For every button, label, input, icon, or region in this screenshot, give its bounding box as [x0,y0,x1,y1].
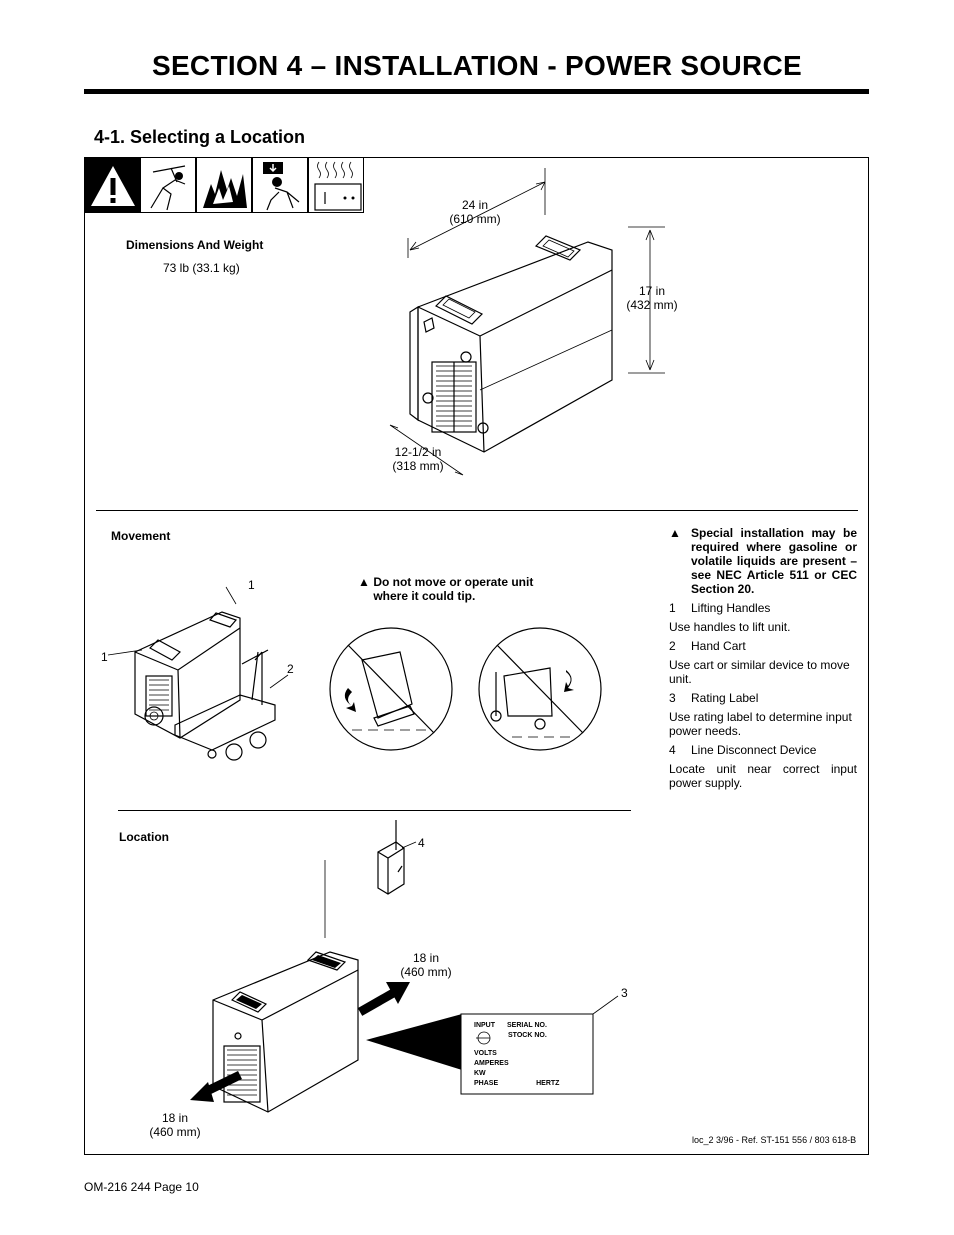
callout-lifting-handle-top: 1 [248,578,255,592]
depth-mm: (318 mm) [392,459,444,473]
gasoline-warning-text: Special installation may be required where gasoline or volatile liquids are present – see NEC Article 511 or CEC Section 20. [691,526,857,596]
right-clearance-mm: (460 mm) [400,965,452,979]
note-item-desc: Use handles to lift unit. [669,620,791,634]
note-item-label: 2 Hand Cart [669,639,746,653]
note-item-desc: Use rating label to determine input power needs. [669,710,852,738]
front-clearance-mm: (460 mm) [149,1125,201,1139]
callout-lifting-handle-left: 1 [101,650,108,664]
note-item-label: 4 Line Disconnect Device [669,743,817,757]
rating-input: INPUT [474,1022,495,1029]
rating-volts: VOLTS [474,1050,497,1057]
note-item-desc: Use cart or similar device to move unit. [669,658,850,686]
note-item-label: 3 Rating Label [669,691,759,705]
note-item-desc: Locate unit near correct input power supply. [669,762,857,790]
note-item-label: 1 Lifting Handles [669,601,771,615]
warning-triangle-icon: ▲ [358,575,370,589]
front-clearance-in: 18 in [161,1111,189,1125]
rating-hertz: HERTZ [536,1080,560,1087]
rating-stock: STOCK NO. [508,1032,547,1039]
height-mm: (432 mm) [626,298,678,312]
weight-value: 73 lb (33.1 kg) [163,261,240,275]
movement-heading: Movement [111,529,171,543]
callout-rating-label: 3 [621,986,628,1000]
tip-warning-text: Do not move or operate unit where it could tip. [373,575,534,603]
figure-reference: loc_2 3/96 - Ref. ST-151 556 / 803 618-B [692,1135,857,1145]
section-heading: 4-1. Selecting a Location [94,127,306,147]
rating-phase: PHASE [474,1080,499,1087]
rating-serial: SERIAL NO. [507,1022,547,1029]
width-mm: (610 mm) [449,212,501,226]
callout-hand-cart: 2 [287,662,294,676]
rating-label-text [474,1021,559,1089]
location-heading: Location [119,830,169,844]
callout-disconnect: 4 [418,836,425,850]
warning-triangle-icon: ▲ [669,526,681,540]
rating-kw: KW [474,1070,486,1077]
page-footer: OM-216 244 Page 10 [84,1180,199,1194]
dimensions-heading: Dimensions And Weight [126,238,264,252]
right-clearance-in: 18 in [412,951,440,965]
page-title: SECTION 4 – INSTALLATION - POWER SOURCE [151,50,803,81]
width-in: 24 in [461,198,489,212]
rating-amperes: AMPERES [474,1060,509,1067]
depth-in: 12-1/2 in [394,445,442,459]
height-in: 17 in [638,284,666,298]
